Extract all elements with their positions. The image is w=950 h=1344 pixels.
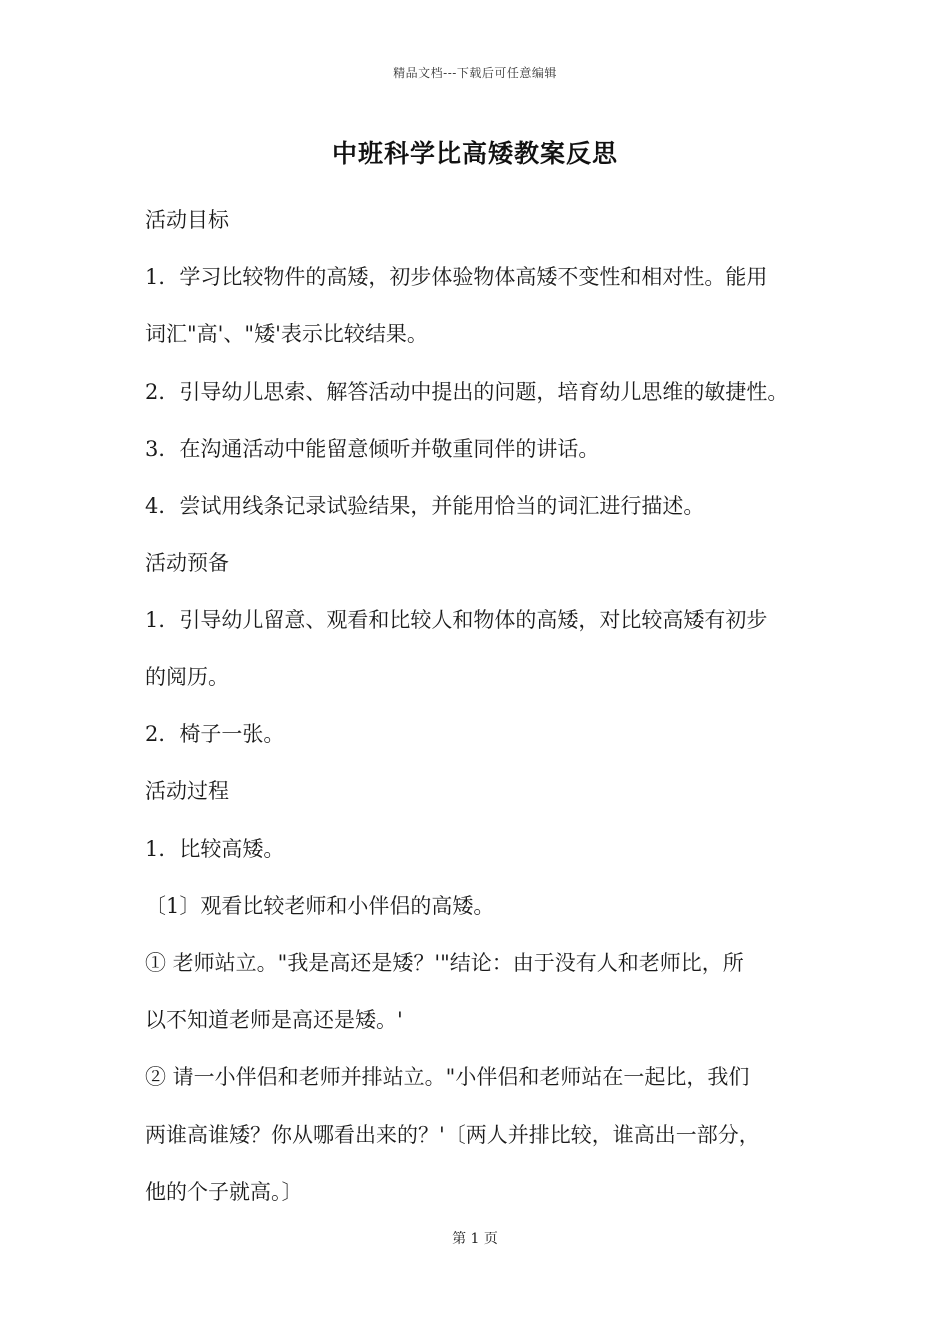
paragraph-line: 1．学习比较物件的高矮，初步体验物体高矮不变性和相对性。能用: [145, 265, 768, 289]
paragraph-line: 2．椅子一张。: [145, 722, 285, 746]
paragraph-line: 3．在沟通活动中能留意倾听并敬重同伴的讲话。: [145, 437, 600, 461]
paragraph-line: 1．比较高矮。: [145, 837, 285, 861]
document-title: 中班科学比高矮教案反思: [331, 139, 618, 168]
paragraph-line: 1．引导幼儿留意、观看和比较人和物体的高矮，对比较高矮有初步: [145, 608, 768, 632]
paragraph-line: 的阅历。: [145, 665, 229, 689]
page-header: 精品文档---下载后可任意编辑: [393, 66, 557, 80]
paragraph-line: 他的个子就高。〕: [145, 1180, 303, 1204]
page-number-footer: 第 1 页: [452, 1231, 498, 1247]
paragraph-line: 两谁高谁矮？你从哪看出来的？'〔两人并排比较，谁高出一部分，: [145, 1123, 760, 1147]
paragraph-line: ① 老师站立。"我是高还是矮？'"结论：由于没有人和老师比，所: [145, 951, 744, 975]
paragraph-line: 〔1〕观看比较老师和小伴侣的高矮。: [145, 894, 495, 918]
section-heading-goals: 活动目标: [145, 208, 229, 232]
paragraph-line: 4．尝试用线条记录试验结果，并能用恰当的词汇进行描述。: [145, 494, 705, 518]
paragraph-line: 2．引导幼儿思索、解答活动中提出的问题，培育幼儿思维的敏捷性。: [145, 380, 789, 404]
section-heading-process: 活动过程: [145, 779, 229, 803]
paragraph-line: ② 请一小伴侣和老师并排站立。"小伴侣和老师站在一起比，我们: [145, 1065, 750, 1089]
paragraph-line: 以不知道老师是高还是矮。': [145, 1008, 403, 1032]
section-heading-preparation: 活动预备: [145, 551, 229, 575]
paragraph-line: 词汇"高'、"矮'表示比较结果。: [145, 322, 428, 346]
